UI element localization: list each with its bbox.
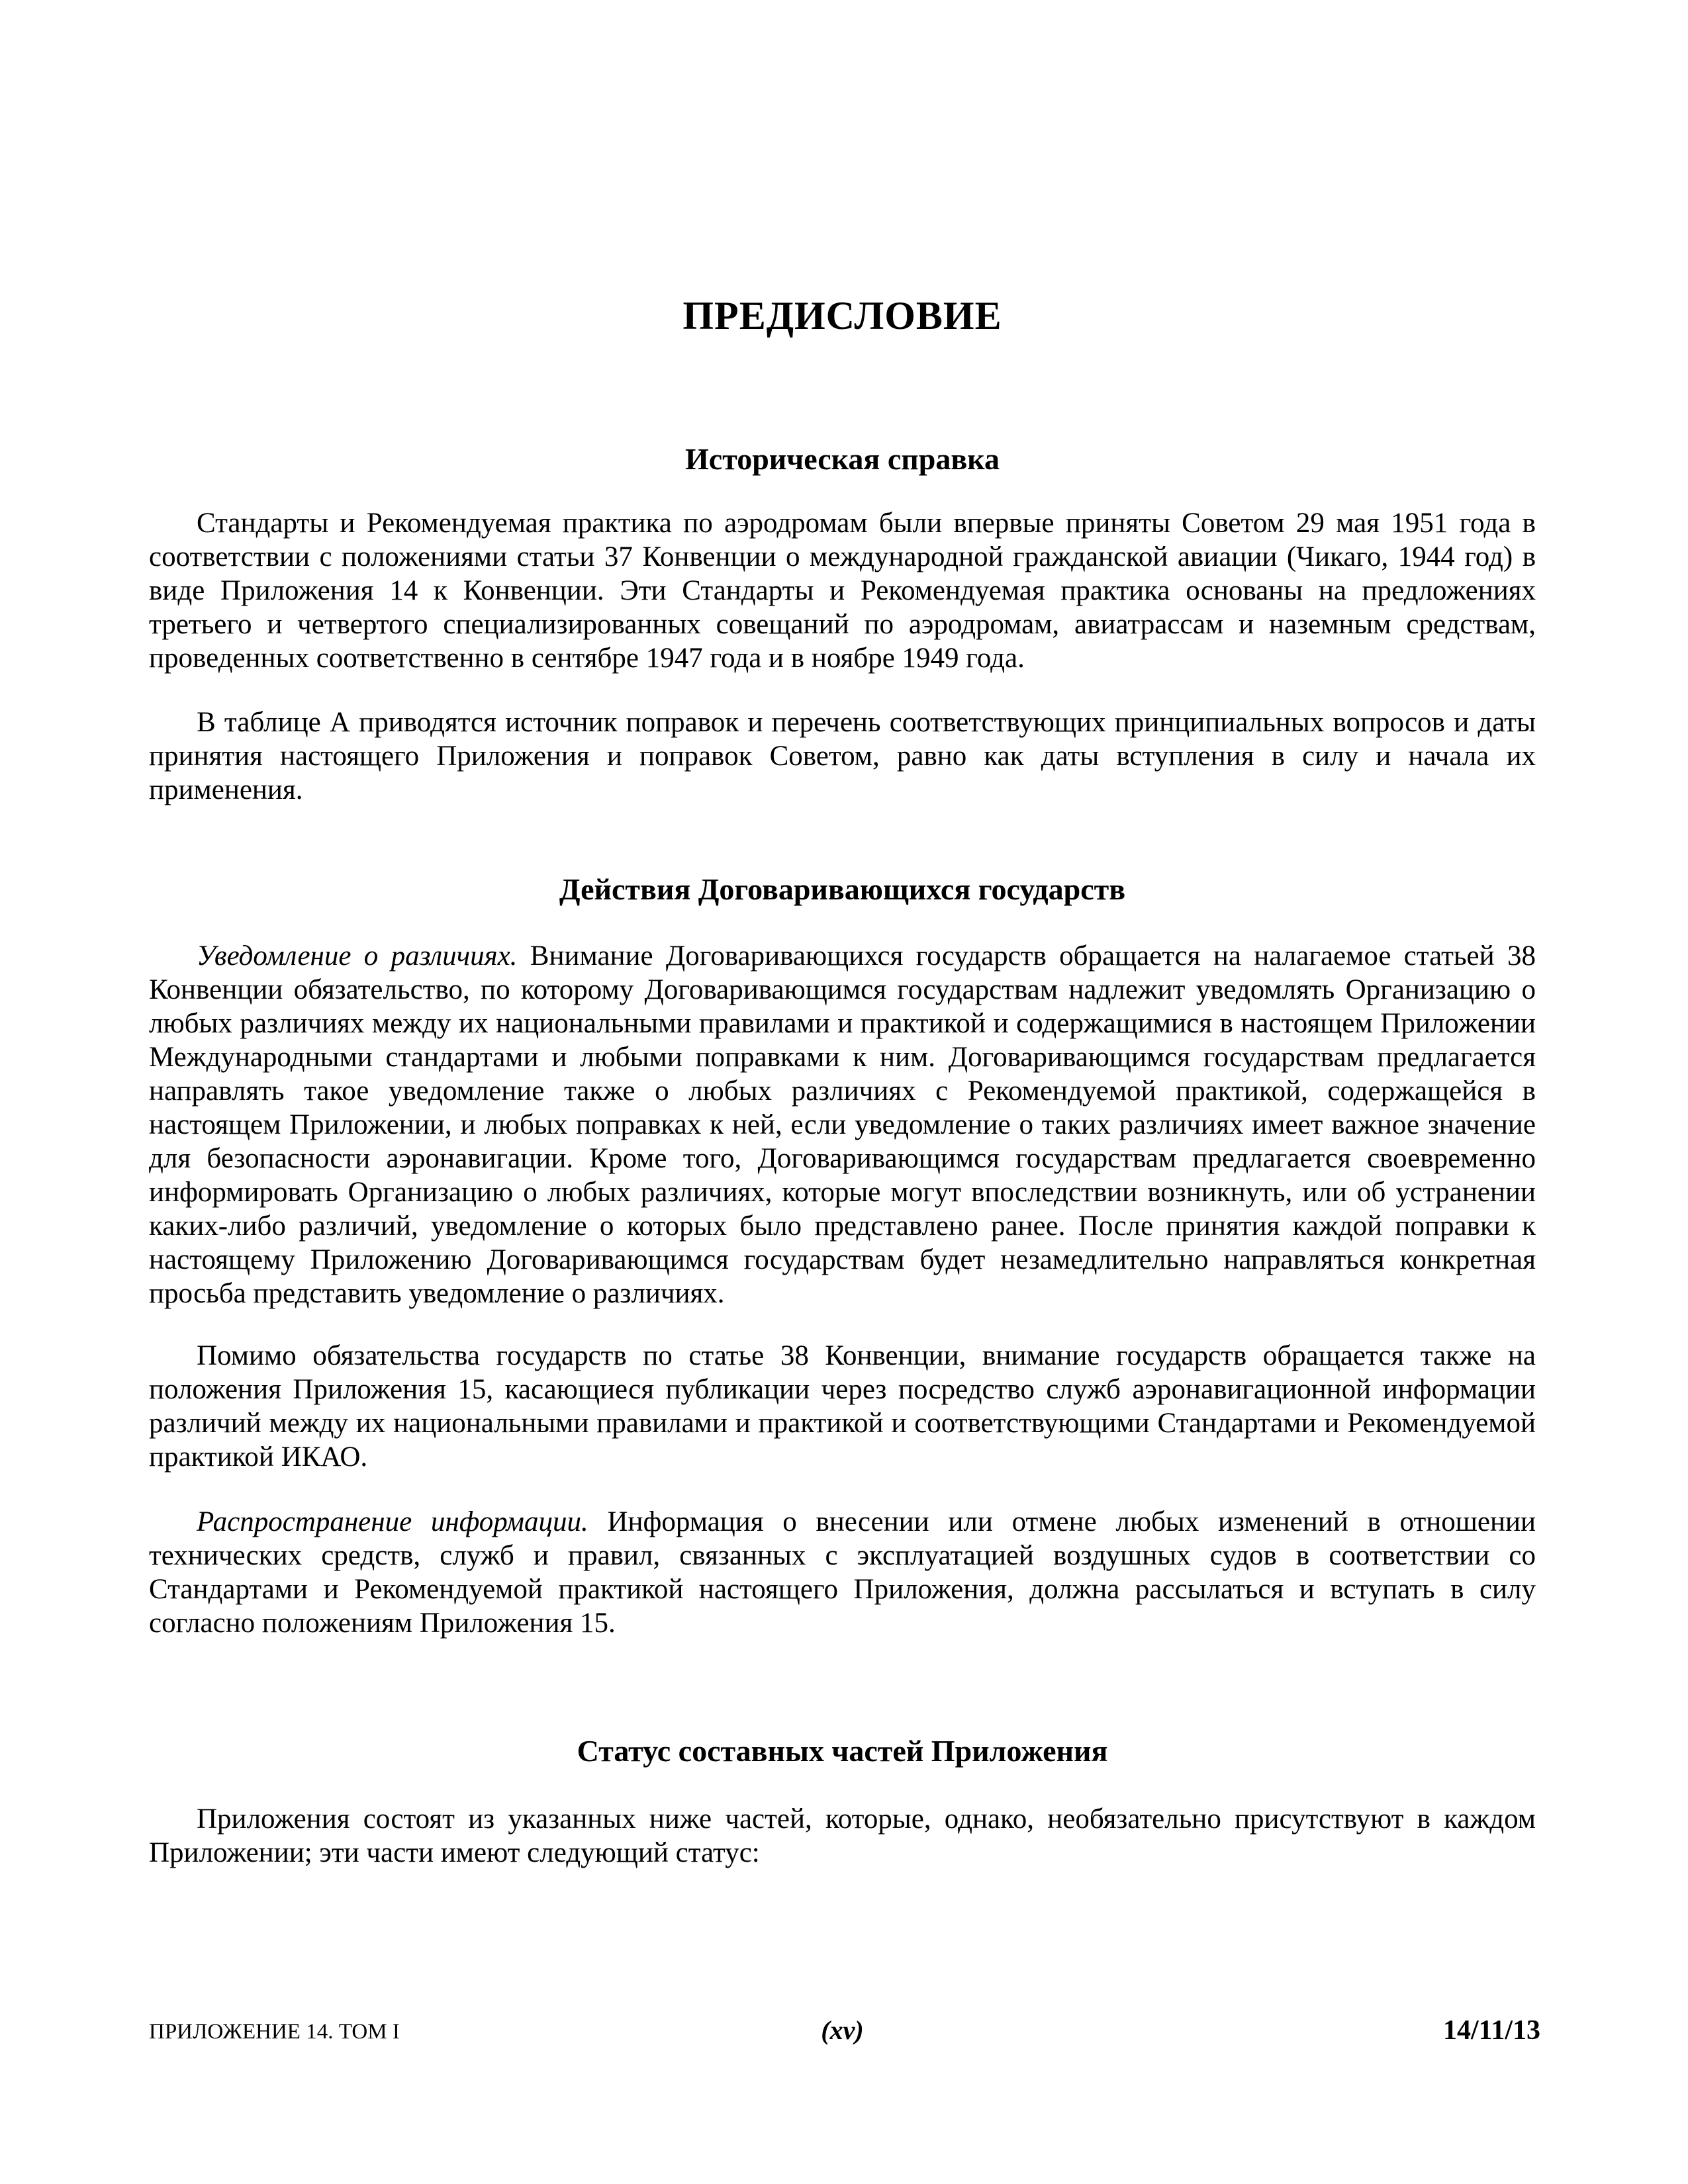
- footer-date: 14/11/13: [1442, 2015, 1540, 2046]
- footer-document-id: ПРИЛОЖЕНИЕ 14. ТОМ I: [149, 2020, 400, 2044]
- paragraph-history-1: Стандарты и Рекомендуемая практика по аэродромам были впервые приняты Советом 29 мая 1951 года в соответствии с положениями статьи 37 Конвенции о международной гражданской авиации (Чикаго, 1944 год) в виде Приложения 14 к Конвенции. Эти Стандарты и Рекомендуемая практика основаны на предложениях третьего и четвертого специализированных совещаний по аэродромам, авиатрассам и наземным средствам, проведенных соответственно в сентябре 1947 года и в ноябре 1949 года.: [149, 508, 1536, 674]
- paragraph-notification-of-differences: [149, 939, 1536, 1310]
- paragraph-annex15-obligation: Помимо обязательства государств по статье 38 Конвенции, внимание государств обращается также на положения Приложения 15, касающиеся публикации через посредство служб аэронавигационной информации различий между их национальными правилами и практикой и соответствующими Стандартами и Рекомендуемой практикой ИКАО.: [149, 1340, 1536, 1473]
- page-title: ПРЕДИСЛОВИЕ: [682, 294, 1002, 338]
- paragraph-status-intro: Приложения состоят из указанных ниже частей, которые, однако, необязательно присутствуют в каждом Приложении; эти части имеют следующий статус:: [149, 1803, 1536, 1868]
- paragraph-promulgation-of-information: [149, 1505, 1536, 1640]
- section-heading-actions: Действия Договаривающихся государств: [559, 872, 1126, 906]
- paragraph-history-2: В таблице А приводятся источник поправок и перечень соответствующих принципиальных вопросов и даты принятия настоящего Приложения и поправок Советом, равно как даты вступления в силу и начала их применения.: [149, 707, 1536, 805]
- section-heading-historical: Историческая справка: [685, 442, 1000, 476]
- paragraph-lead-italic: Уведомление о различиях.: [197, 940, 518, 972]
- paragraph-lead-italic: Распространение информации.: [197, 1506, 588, 1537]
- paragraph-body-text: Информация о внесении или отмене любых изменений в отношении технических средств, служб и правил, связанных с эксплуатацией воздушных судов в соответствии со Стандартами и Рекомендуемой практикой настоящего Приложения, должна рассылаться и вступать в силу согласно положениям Приложения 15.: [149, 1506, 1536, 1639]
- footer-page-number: (xv): [821, 2015, 864, 2045]
- paragraph-body-text: Внимание Договаривающихся государств обращается на налагаемое статьей 38 Конвенции обязательство, по которому Договаривающимся государствам надлежит уведомлять Организацию о любых различиях между их национальными правилами и практикой и содержащимися в настоящем Приложении Международными стандартами и любыми поправками к ним. Договаривающимся государствам предлагается направлять такое уведомление также о любых различиях с Рекомендуемой практикой, содержащейся в настоящем Приложении, и любых поправках к ней, если уведомление о таких различиях имеет важное значение для безопасности аэронавигации. Кроме того, Договаривающимся государствам предлагается своевременно информировать Организацию о любых различиях, которые могут впоследствии возникнуть, или об устранении каких-либо различий, уведомление о которых было представлено ранее. После принятия каждой поправки к настоящему Приложению Договаривающимся государствам будет незамедлительно направляться конкретная просьба представить уведомление о различиях.: [149, 940, 1536, 1309]
- section-heading-status: Статус составных частей Приложения: [577, 1734, 1108, 1768]
